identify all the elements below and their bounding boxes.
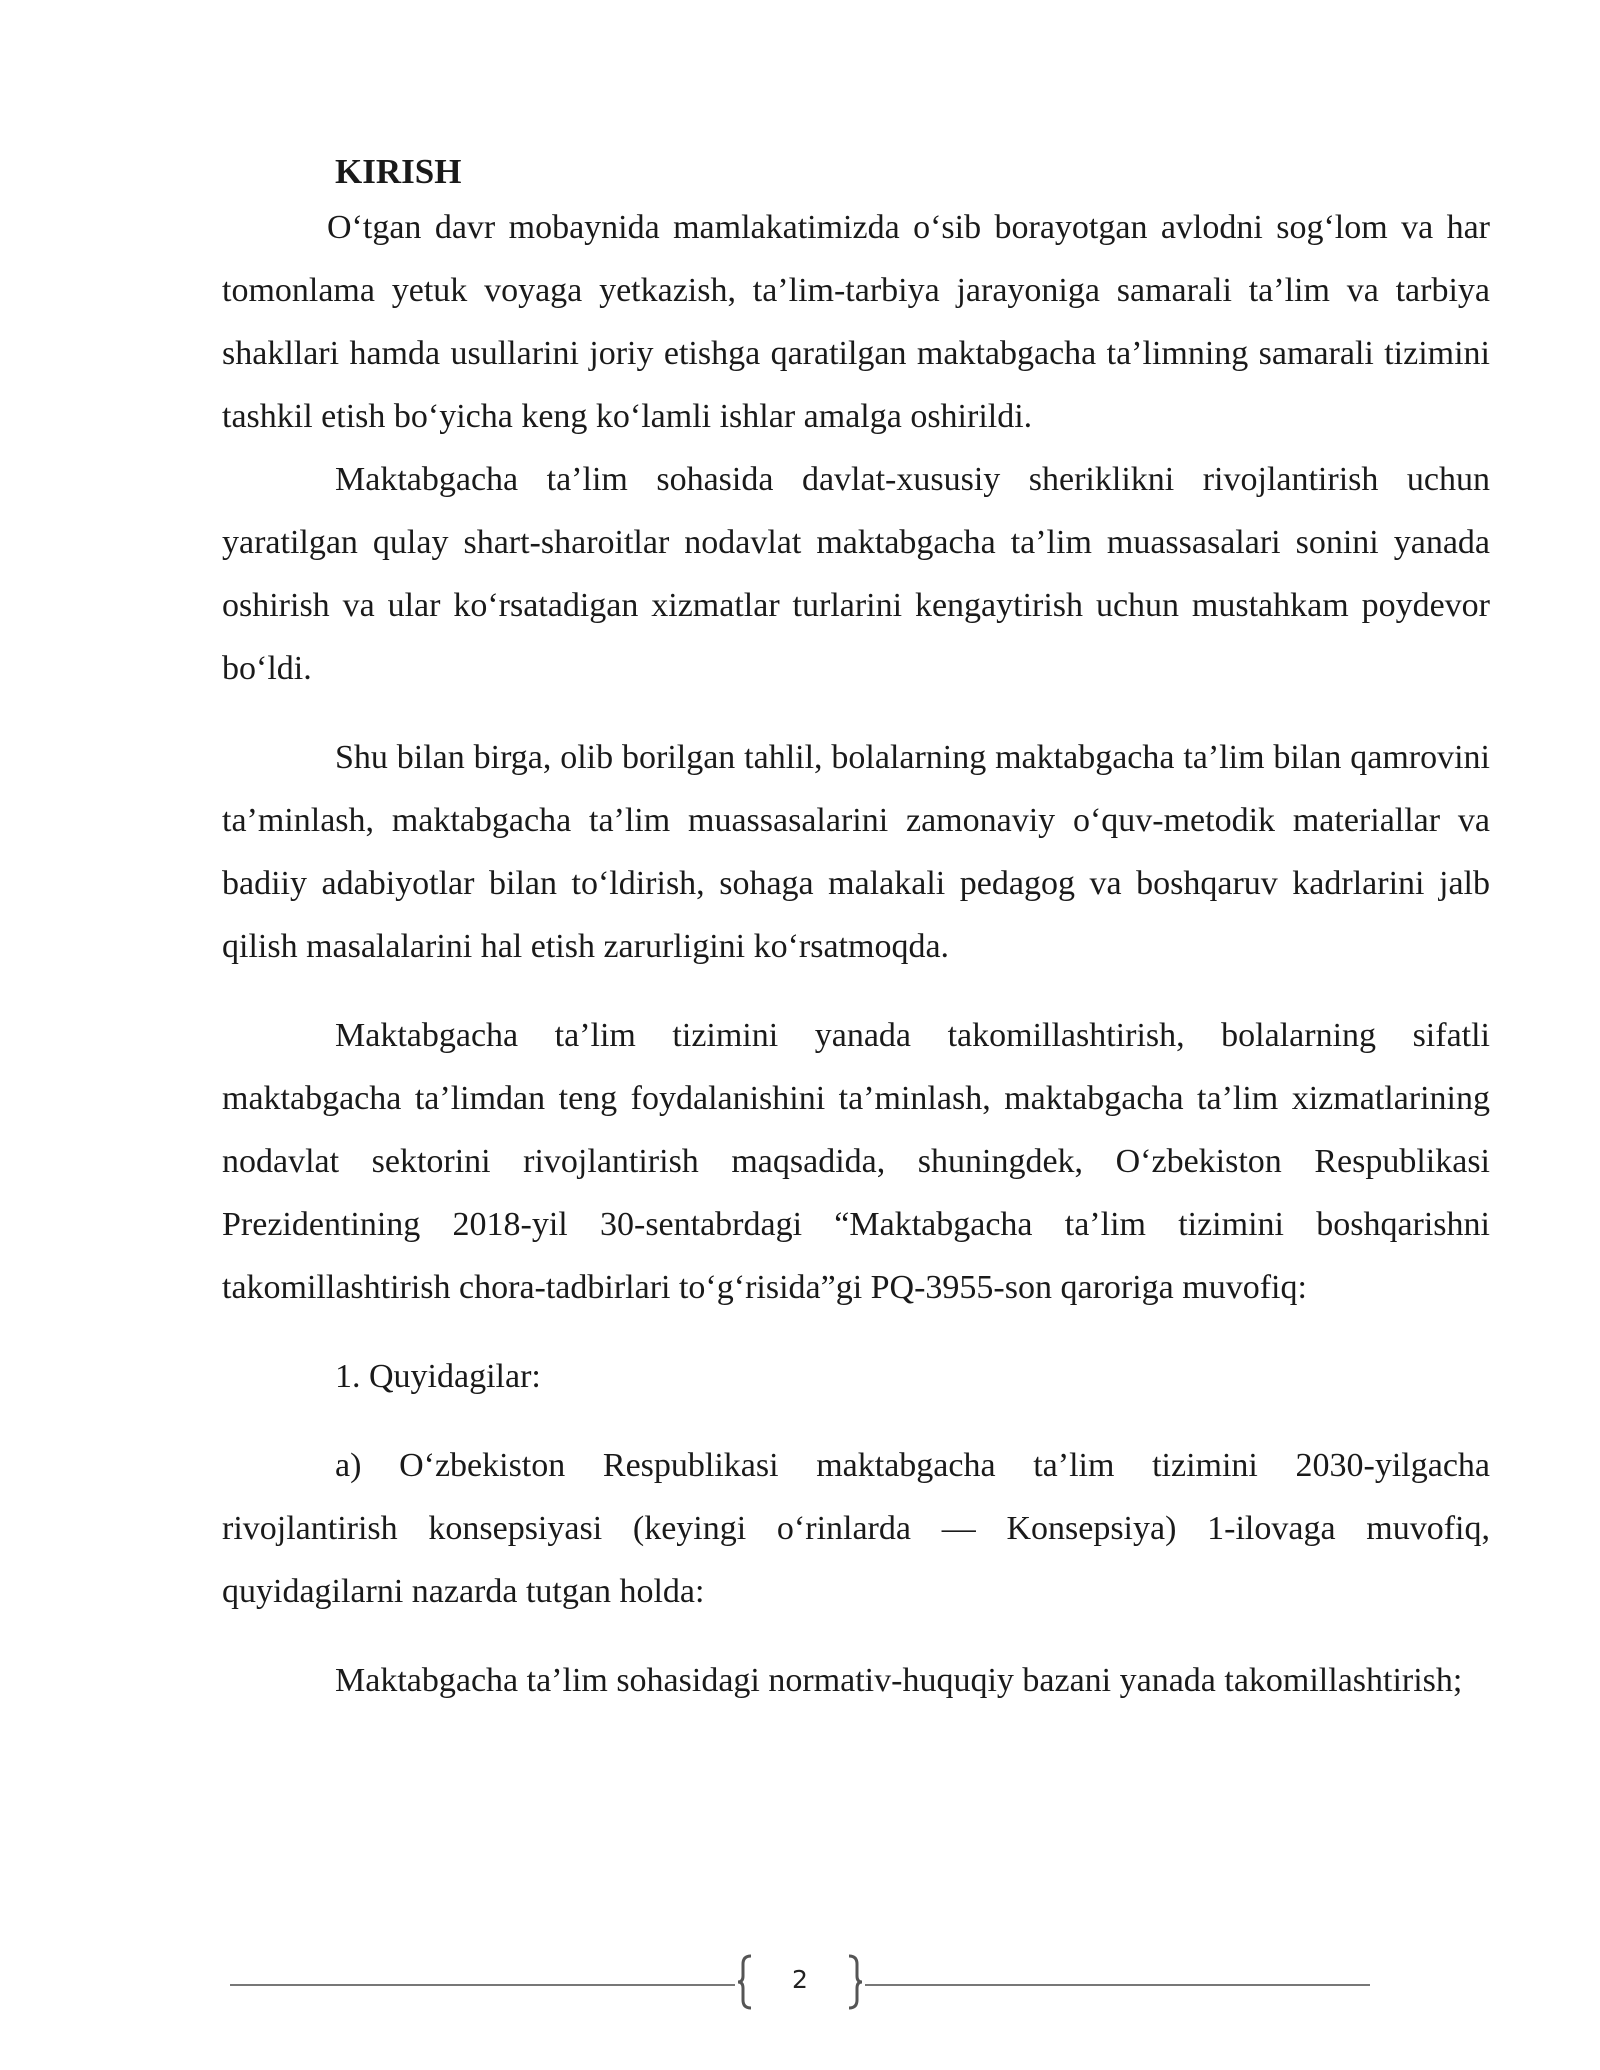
page-footer bbox=[230, 1952, 1370, 2016]
paragraph-1: O‘tgan davr mobaynida mamlakatimizda o‘sib borayotgan avlodni sog‘lom va har tomonlama yetuk voyaga yetkazish, ta’lim-tarbiya jarayoniga samarali ta’lim va tarbiya shakllari hamda usullarini joriy etishga qaratilgan maktabgacha ta’limning samarali tizimini tashkil etish bo‘yicha keng ko‘lamli ishlar amalga oshirildi. bbox=[222, 209, 1490, 435]
list-subitem-a: a) O‘zbekiston Respublikasi maktabgacha ta’lim tizimini 2030-yilgacha rivojlantirish konsepsiyasi (keyingi o‘rinlarda — Konsepsiya) 1-ilovaga muvofiq, quyidagilarni nazarda tutgan holda: bbox=[222, 1447, 1490, 1610]
section-heading: KIRISH bbox=[335, 152, 462, 191]
page-number: 2 bbox=[792, 1965, 808, 1994]
paragraph-4: Maktabgacha ta’lim tizimini yanada takomillashtirish, bolalarning sifatli maktabgacha ta’limdan teng foydalanishini ta’minlash, maktabgacha ta’lim xizmatlarining nodavlat sektorini rivojlantirish maqsadida, shuningdek, O‘zbekiston Respublikasi Prezidentining 2018-yil 30-sentabrdagi “Maktabgacha ta’lim tizimini boshqarishni takomillashtirish chora-tadbirlari to‘g‘risida”gi PQ-3955-son qaroriga muvofiq: bbox=[222, 1017, 1490, 1306]
right-brace-icon bbox=[845, 1952, 865, 2012]
document-body bbox=[222, 148, 1490, 1712]
paragraph-7: Maktabgacha ta’lim sohasidagi normativ-huquqiy bazani yanada takomillashtirish; bbox=[335, 1662, 1463, 1699]
footer-rule-left bbox=[230, 1984, 735, 1986]
list-item-1: 1. Quyidagilar: bbox=[335, 1358, 541, 1395]
footer-rule-right bbox=[865, 1984, 1370, 1986]
left-brace-icon bbox=[735, 1952, 755, 2012]
paragraph-3: Shu bilan birga, olib borilgan tahlil, bolalarning maktabgacha ta’lim bilan qamrovini ta’minlash, maktabgacha ta’lim muassasalarini zamonaviy o‘quv-metodik materiallar va badiiy adabiyotlar bilan to‘ldirish, sohaga malakali pedagog va boshqaruv kadrlarini jalb qilish masalalarini hal etish zarurligini ko‘rsatmoqda. bbox=[222, 739, 1490, 965]
paragraph-2: Maktabgacha ta’lim sohasida davlat-xususiy sheriklikni rivojlantirish uchun yaratilgan qulay shart-sharoitlar nodavlat maktabgacha ta’lim muassasalari sonini yanada oshirish va ular ko‘rsatadigan xizmatlar turlarini kengaytirish uchun mustahkam poydevor bo‘ldi. bbox=[222, 461, 1490, 687]
